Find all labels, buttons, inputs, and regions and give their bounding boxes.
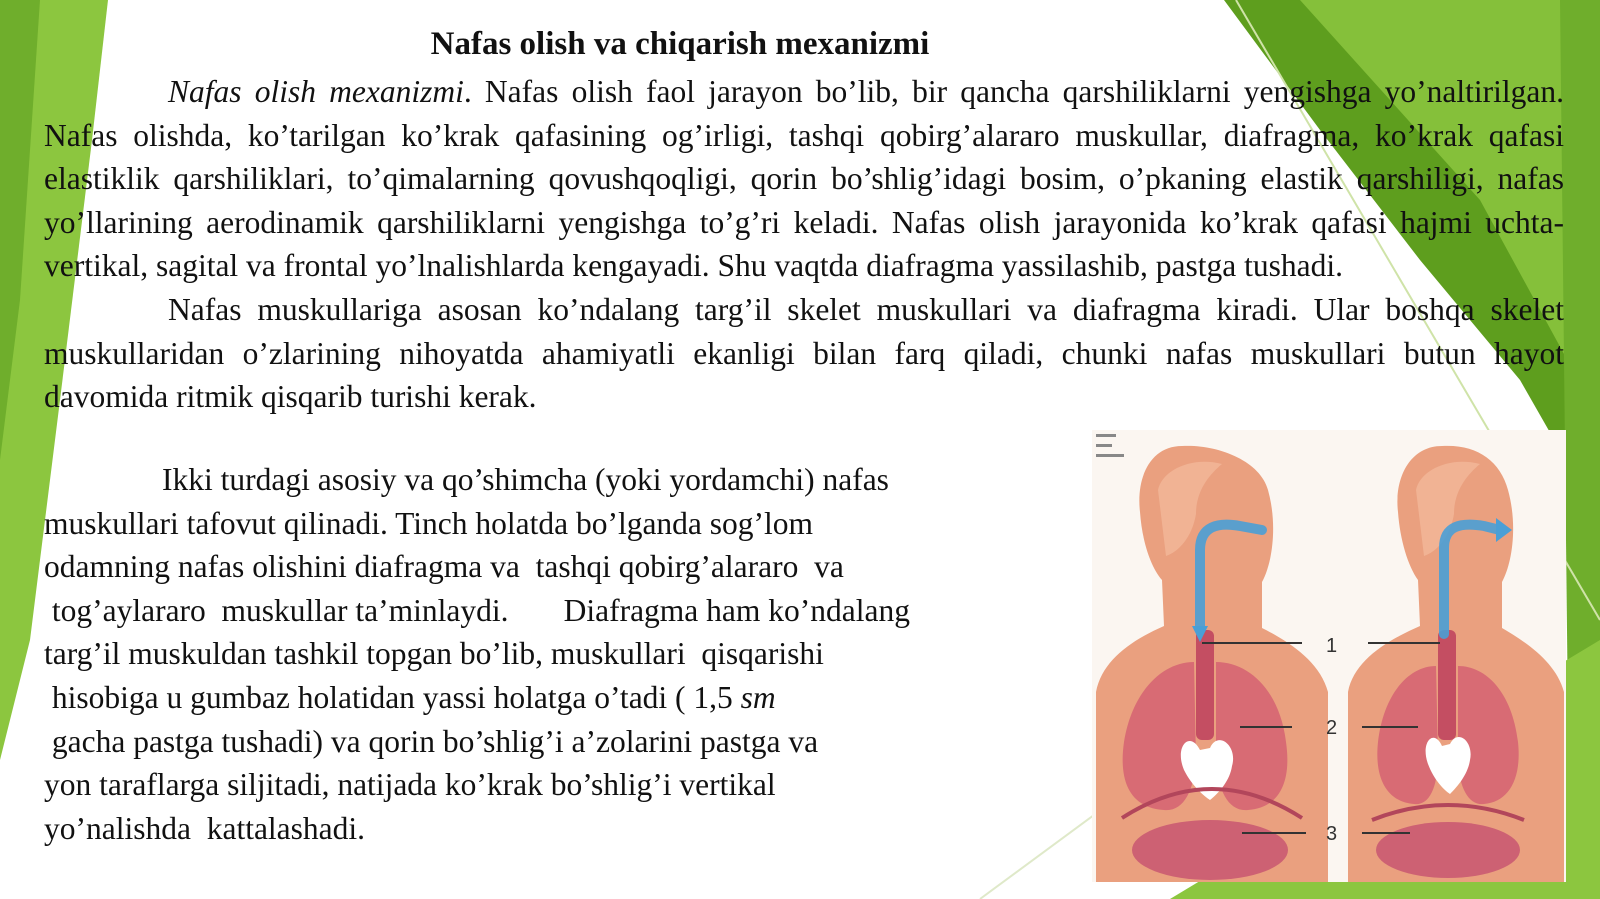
text-line [44,676,910,720]
right-trachea [1438,630,1456,740]
label-1: 1 [1326,635,1338,657]
text-line: targ’il muskuldan tashkil topgan bo’lib, muskullari qisqarishi [44,636,824,672]
right-abdomen [1376,822,1520,878]
text-line: Ikki turdagi asosiy va qo’shimcha (yoki yordamchi) nafas [162,462,889,497]
intro-text [44,70,1564,419]
text-line: odamning nafas olishini diafragma va tashqi qobirg’alararo va [44,549,844,585]
text-line: tog’aylararo muskullar ta’minlaydi. Diafragma ham ko’ndalang [44,592,910,628]
text-line-part: hisobiga u gumbaz holatidan yassi holatga o’tadi ( 1,5 [44,679,741,715]
text-line: muskullari tafovut qilinadi. Tinch holatda bo’lganda sog’lom [44,505,814,541]
label-3: 3 [1326,823,1338,845]
mechanism-text: . Nafas olish faol jarayon bo’lib, bir qancha qarshiliklarni yengishga yo’naltirilgan. Nafas olishda, ko’tarilgan ko’krak qafasining og’irligi, tashqi qobirg’alararo muskullar, diafragma, ko’krak qafasi elastiklik qarshiliklari, to’qimalarning qovushqoqligi, qorin bo’shlig’idagi bosim, o’pkaning elastik qarshiligi, nafas yo’llarining aerodinamik qarshiliklarni yengishga to’g’ri keladi. Nafas olish jarayonida ko’krak qafasi hajmi uchta-vertikal, sagital va frontal yo’lnalishlarda kengayadi. Shu vaqtda diafragma yassilashib, pastga tushadi. [44,74,1564,284]
mechanism-heading: Nafas olish mexanizmi [168,74,464,109]
left-abdomen [1132,820,1288,880]
paragraph-muscles: Nafas muskullariga asosan ko’ndalang targ’il skelet muskullari va diafragma kiradi. Ular boshqa skelet muskullaridan o’zlarining nihoyatda ahamiyatli ekanligi bilan farq qiladi, chunki nafas muskullari butun hayot davomida ritmik qisqarib turishi kerak. [44,291,1564,415]
left-trachea [1196,630,1214,740]
text-line: yo’nalishda kattalashadi. [44,810,366,846]
breathing-illustration [1092,430,1566,882]
paragraph-muscle-types [44,458,910,850]
unit-text: sm [740,679,776,715]
text-line: gacha pastga tushadi) va qorin bo’shlig’i a’zolarini pastga va [44,723,819,759]
text-line: yon taraflarga siljitadi, natijada ko’krak bo’shlig’i vertikal [44,767,776,803]
page-title: Nafas olish va chiqarish mexanizmi [430,26,930,62]
paragraph-mechanism [44,70,1564,288]
label-2: 2 [1326,717,1338,739]
